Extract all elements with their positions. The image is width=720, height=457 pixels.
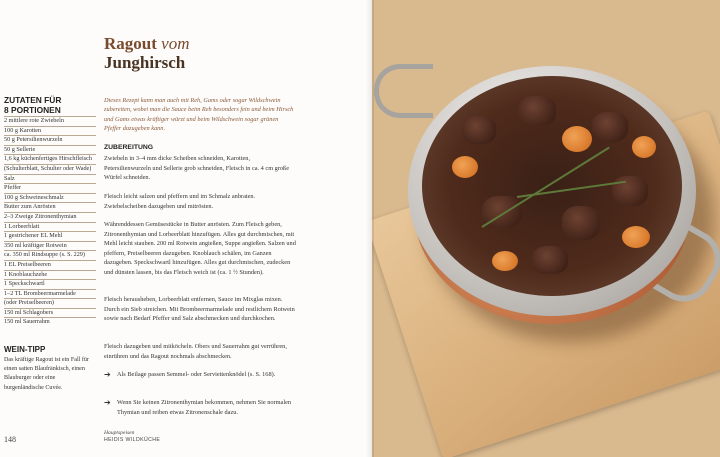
- wein-tipp-text: Das kräftige Ragout ist ein Fall für einen satten Blaufränkisch, einen Blauburger oder eine burgenländische Cuvée.: [4, 357, 89, 391]
- step-paragraph: Fleisch herausheben, Lorbeerblatt entfernen, Sauce im Mixglas mixen. Durch ein Sieb streichen. Mit Brombeermarmelade und restlichem Rotwein sowie nach Bedarf Pfeffer und Salz abschmecken und durchkochen.: [104, 296, 295, 322]
- tip-item: [104, 398, 300, 417]
- arrow-icon: ➔: [104, 370, 111, 379]
- meat-piece: [592, 112, 628, 142]
- ingredient-item: 2 mittlere rote Zwiebeln: [4, 116, 96, 126]
- recipe-title: [104, 34, 189, 72]
- carrot-slice: [622, 226, 650, 248]
- step-paragraph: Fleisch leicht salzen und pfeffern und im Schmalz anbraten. Zwiebelscheiben dazugeben und mitrösten.: [104, 193, 256, 210]
- intro-text: Dieses Rezept kann man auch mit Reh, Gams oder sogar Wildschwein zubereiten, wobei man die Sauce beim Reh besonders fein und beim Hirsch und Gams etwas kräftiger würzt und beim Wildschwein sogar grünen Pfeffer dazugeben kann.: [104, 97, 294, 133]
- footer-book-title: HEIDIS WILDKÜCHE: [104, 437, 161, 443]
- thyme-sprig: [517, 181, 626, 198]
- carrot-slice: [492, 251, 518, 271]
- carrot-slice: [562, 126, 592, 152]
- ingredient-item: 1 EL Preiselbeeren: [4, 260, 96, 270]
- meat-piece: [532, 246, 568, 274]
- title-vom: vom: [161, 34, 190, 53]
- food-photo: [372, 0, 720, 457]
- ingredients-heading-line2: 8 PORTIONEN: [4, 104, 61, 115]
- ingredient-item: Pfeffer: [4, 183, 96, 193]
- ingredient-item: 2–3 Zweige Zitronenthymian: [4, 212, 96, 222]
- ingredient-item: 1 Knoblauchzehe: [4, 270, 96, 280]
- ingredient-item: 150 ml Sauerrahm: [4, 317, 96, 327]
- running-footer: [104, 430, 160, 444]
- carrot-slice: [632, 136, 656, 158]
- meat-piece: [518, 96, 556, 126]
- carrot-slice: [452, 156, 478, 178]
- meat-piece: [462, 116, 496, 144]
- ingredient-item: Butter zum Anrösten: [4, 202, 96, 212]
- step-paragraph: Währenddessen Gemüsestücke in Butter anrösten. Zum Fleisch geben, Zitronenthymian und Lorbeerblatt hinzufügen. Alles gut durchmischen, mit Mehl leicht stauben. 200 ml Rotwein angießen, Suppe angießen. Salzen und pfeffern, Preiselbeeren dazugeben. Knoblauch schälen, im Ganzen dazugeben. Speckschwartl hinzufügen. Alles gut durchmischen, zudecken und dünsten lassen, bis das Fleisch weich ist (ca. 1 ½ Stunden).: [104, 221, 296, 276]
- pan-handle-left: [374, 64, 433, 118]
- step-paragraph: Zwiebeln in 3–4 mm dicke Scheiben schneiden, Karotten, Petersilienwurzeln und Sellerie grob schneiden, Fleisch in ca. 4 cm große Würfel schneiden.: [104, 155, 290, 181]
- zubereitung-heading: ZUBEREITUNG: [104, 144, 154, 151]
- ingredients-heading: [4, 96, 61, 115]
- footer-category: Hauptspeisen: [104, 430, 135, 436]
- ingredient-item: Salz: [4, 174, 96, 184]
- ingredient-item: 100 g Schweineschmalz: [4, 193, 96, 203]
- ingredients-list: [4, 116, 96, 327]
- title-part1: Ragout: [104, 34, 162, 53]
- book-gutter: [366, 0, 374, 457]
- ragout: [422, 76, 682, 296]
- ingredient-item: ca. 350 ml Rindsuppe (s. S. 229): [4, 250, 96, 260]
- ingredient-item: 1 Speckschwartl: [4, 279, 96, 289]
- wein-tipp-heading: WEIN-TIPP: [4, 345, 46, 354]
- ingredient-item: 50 g Petersilienwurzeln: [4, 135, 96, 145]
- ingredient-item: 1–2 TL Brombeermarmelade: [4, 289, 96, 299]
- title-part2: Junghirsch: [104, 53, 186, 72]
- ingredient-item: 50 g Sellerie: [4, 145, 96, 155]
- meat-piece: [612, 176, 648, 206]
- meat-piece: [562, 206, 600, 240]
- step-paragraph: Fleisch dazugeben und mitköcheln. Obers und Sauerrahm gut verrühren, einrühren und das Ragout nochmals abschmecken.: [104, 343, 287, 360]
- arrow-icon: ➔: [104, 398, 111, 407]
- ingredient-item: 1,6 kg küchenfertiges Hirschfleisch: [4, 154, 96, 164]
- ingredient-item: 100 g Karotten: [4, 126, 96, 136]
- ingredients-heading-line1: ZUTATEN FÜR: [4, 95, 62, 105]
- ingredient-item: 1 Lorbeerblatt: [4, 222, 96, 232]
- ingredient-item: 150 ml Schlagobers: [4, 308, 96, 318]
- ingredient-item: 350 ml kräftiger Rotwein: [4, 241, 96, 251]
- tip-text: Als Beilage passen Semmel- oder Serviettenknödel (s. S. 168).: [117, 371, 276, 378]
- ingredient-item: 1 gestrichener EL Mehl: [4, 231, 96, 241]
- tip-text: Wenn Sie keinen Zitronenthymian bekommen, nehmen Sie normalen Thymian und reiben etwas Zitronenschale dazu.: [117, 399, 292, 416]
- page-number: 148: [4, 435, 16, 444]
- tip-item: [104, 370, 300, 380]
- ingredient-item: (oder Preiselbeeren): [4, 298, 96, 308]
- ingredient-item: (Schulterblatt, Schulter oder Wade): [4, 164, 96, 174]
